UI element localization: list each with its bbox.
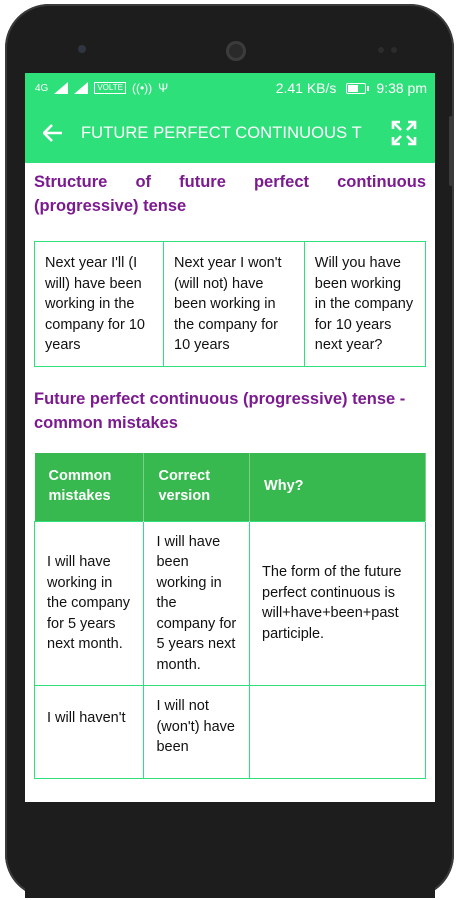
light-sensor: [391, 47, 397, 53]
network-type: 4G: [35, 82, 49, 94]
side-button: [449, 116, 454, 186]
app-toolbar: [25, 103, 435, 163]
clock: 9:38 pm: [376, 80, 427, 96]
status-bar: [25, 73, 435, 103]
table-row: [35, 521, 426, 686]
example-cell: Next year I won't (will not) have been working in the company for 10 years: [164, 242, 305, 367]
battery-icon: [346, 83, 366, 94]
mistakes-table: [34, 453, 426, 780]
section-heading-mistakes: Future perfect continuous (progressive) tense - common mistakes: [34, 389, 406, 432]
screen: [25, 73, 435, 802]
front-sensor: [78, 45, 86, 53]
table-header-row: [35, 453, 426, 522]
back-arrow-icon[interactable]: [25, 124, 81, 142]
article-content: [25, 170, 435, 779]
column-header: Common mistakes: [35, 453, 144, 522]
proximity-sensor: [378, 47, 384, 53]
example-cell: Will you have been working in the company for 10 years next year?: [304, 242, 425, 367]
page-title: FUTURE PERFECT CONTINUOUS T: [81, 123, 362, 142]
table-cell: I will have been working in the company for 5 years next month.: [144, 521, 250, 686]
signal-icon: [54, 82, 68, 94]
column-header: Correct version: [144, 453, 250, 522]
fullscreen-icon[interactable]: [391, 120, 417, 146]
volte-badge: VOLTE: [94, 82, 126, 94]
network-speed: 2.41 KB/s: [275, 80, 337, 96]
structure-table: [34, 241, 426, 367]
table-cell: I will haven't: [35, 686, 144, 779]
table-cell: I will not (won't) have been: [144, 686, 250, 779]
front-camera: [226, 41, 246, 61]
table-cell: The form of the future perfect continuous is will+have+been+past participle.: [250, 521, 426, 686]
signal-icon-2: [74, 82, 88, 94]
section-heading-structure: Structure of future perfect continuous (progressive) tense: [34, 173, 426, 215]
example-cell: Next year I'll (I will) have been working in the company for 10 years: [35, 242, 164, 367]
phone-chin: [25, 802, 435, 898]
table-cell: [250, 686, 426, 779]
table-row: [35, 686, 426, 779]
table-cell: I will have working in the company for 5 years next month.: [35, 521, 144, 686]
column-header: Why?: [250, 453, 426, 522]
hotspot-icon: ((•)): [131, 81, 153, 95]
usb-icon: Ψ: [158, 81, 169, 95]
